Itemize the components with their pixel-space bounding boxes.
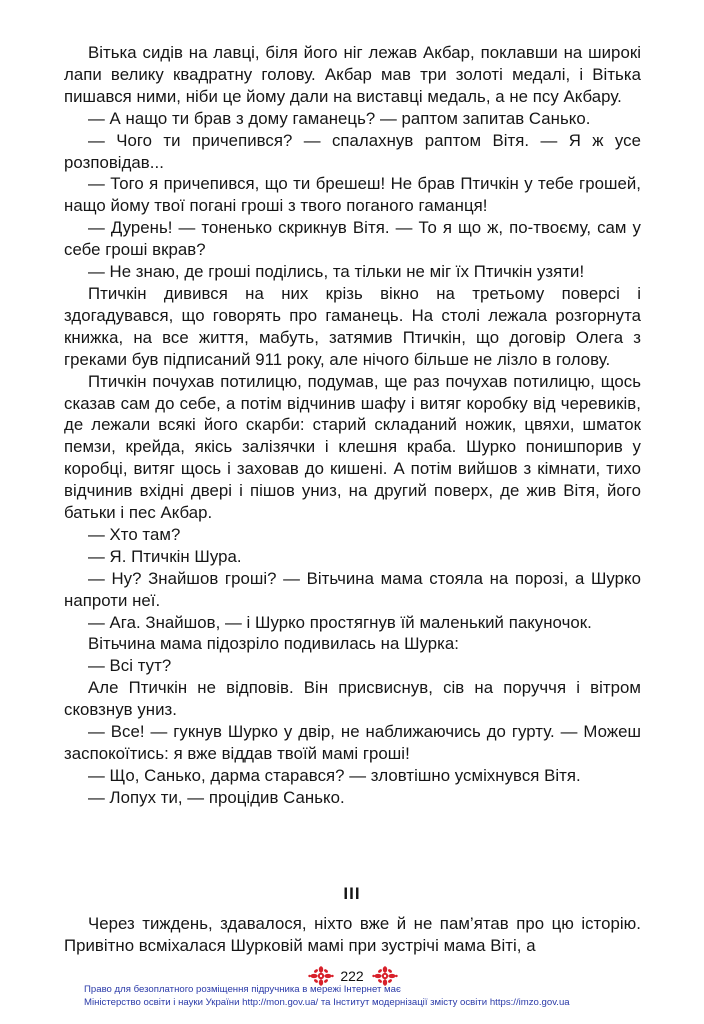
paragraph: — Не знаю, де гроші поділись, та тільки не міг їх Птичкін узяти! [88,262,585,282]
paragraph: Птичкін почухав потилицю, подумав, ще раз почухав потилицю, щось сказав сам до себе, а потім відчинив шафу і витяг коробку від черевиків, де лежали всякі його скарби: старий складаний ножик, цвяхи, шматок пемзи, крейда, якісь залізячки і клешня краба. Шурко понишпорив у коробці, витяг щось і заховав до кишені. А потім вийшов з кімнати, тихо відчинив вхідні двері і пішов униз, на другий поверх, де жив Вітя, його батьки і пес Акбар. [64,371,641,523]
paragraph: Вітьчина мама підозріло подивилась на Шурка: [88,634,460,654]
paragraph: — Хто там? [88,524,181,544]
footer-line: Міністерство освіти і науки України http://mon.gov.ua/ та Інститут модернізації змісту освіти https://imzo.gov.ua [84,997,570,1008]
paragraph: — Все! — гукнув Шурко у двір, не наближаючись до гурту. — Можеш заспокоїтись: я вже віддав твоїй мамі гроші! [64,722,641,763]
paragraph: — Я. Птичкін Шура. [88,546,242,566]
paragraph: — А нащо ти брав з дому гаманець? — раптом запитав Санько. [88,108,591,128]
paragraph: Вітька сидів на лавці, біля його ніг лежав Акбар, поклавши на широкі лапи велику квадратну голову. Акбар мав три золоті медалі, і Вітька пишався ними, ніби це йому дали на виставці медаль, а не псу Акбару. [64,43,641,106]
section-heading: ІІІ [343,884,361,903]
paragraph: Птичкін дивився на них крізь вікно на третьому поверсі і здогадувався, що говорять про гаманець. На столі лежала розгорнута книжка, на все життя, мабуть, затямив Птичкін, що договір Олега з греками був підписаний 911 року, але нічого більше не лізло в голову. [64,283,641,369]
section-paragraph: Через тиждень, здавалося, ніхто вже й не пам’ятав про цю історію. Привітно всміхалася Шурковій мамі при зустрічі мама Віті, а [64,914,641,955]
paragraph: — Всі тут? [88,656,172,676]
footer-line: Право для безоплатного розміщення підручника в мережі Інтернет має [84,984,401,995]
paragraph: — Того я причепився, що ти брешеш! Не брав Птичкін у тебе грошей, нащо йому твої погані гроші з твого поганого гаманця! [64,174,641,216]
footer [84,983,644,1009]
paragraph: — Лопух ти, — процідив Санько. [88,787,345,807]
paragraph: — Ну? Знайшов гроші? — Вітьчина мама стояла на порозі, а Шурко напроти неї. [64,568,641,610]
page-number: 222 [340,968,364,984]
paragraph: — Ага. Знайшов, — і Шурко простягнув їй маленький пакуночок. [88,612,592,632]
body-text [64,42,641,809]
paragraph: — Що, Санько, дарма старався? — зловтішно усміхнувся Вітя. [88,765,581,785]
paragraph: — Чого ти причепився? — спалахнув раптом Вітя. — Я ж усе розповідав... [64,130,641,172]
paragraph: — Дурень! — тоненько скрикнув Вітя. — То я що ж, по-твоєму, сам у себе гроші вкрав? [64,218,641,260]
section-body-text [64,913,641,957]
paragraph: Але Птичкін не відповів. Він присвиснув, сів на поруччя і вітром сковзнув униз. [64,678,641,720]
